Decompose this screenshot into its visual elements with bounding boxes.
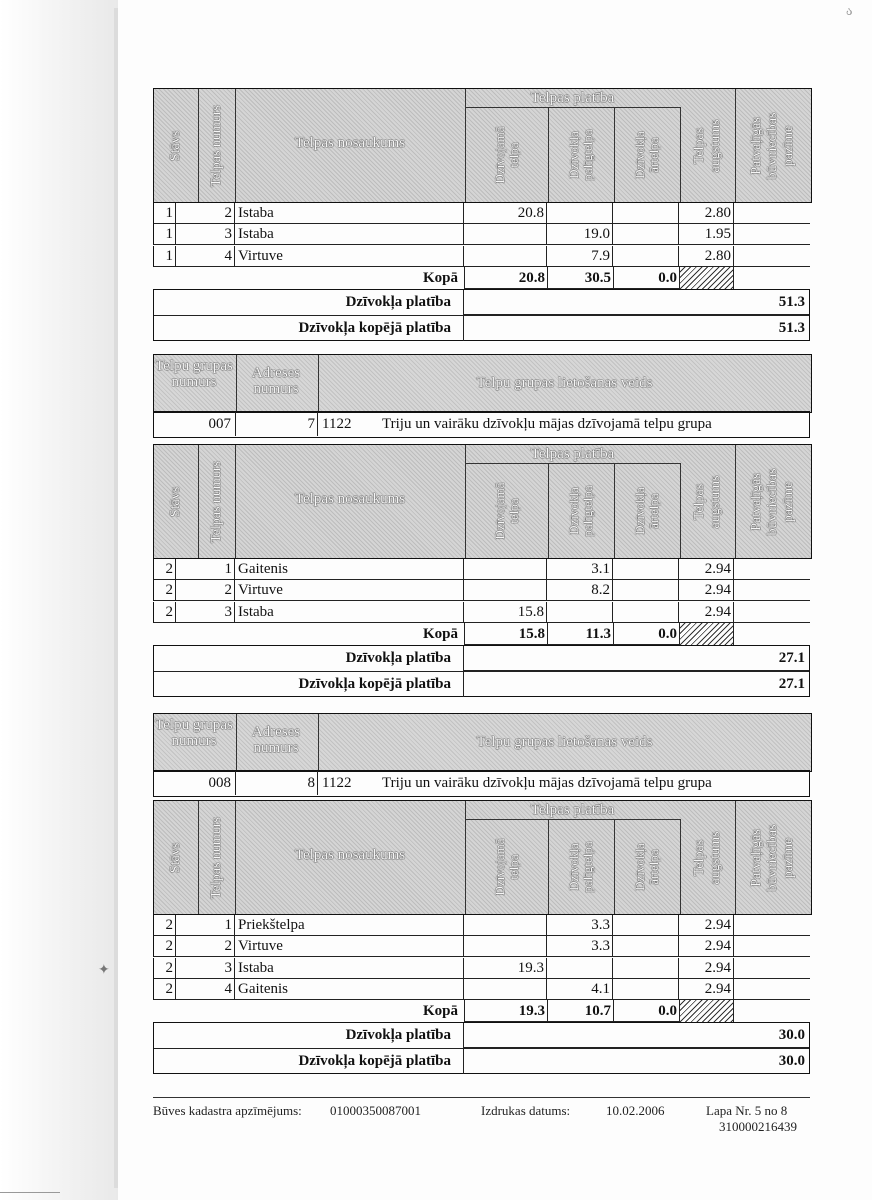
kopa-dz: 19.3	[464, 1000, 547, 1022]
cell-paligtelpa	[547, 602, 613, 623]
header-artelpa: Dzīvokļa ārtelpa	[632, 842, 661, 891]
summary-divider	[154, 315, 809, 316]
cell-augstums: 2.94	[679, 559, 734, 580]
header-dzivojama: Dzīvojamā telpa	[491, 481, 521, 540]
dzivokla-platiba-value: 27.1	[463, 646, 809, 671]
table-row	[153, 936, 810, 957]
cell-stavs: 2	[153, 580, 176, 601]
header-telpas-numurs: Telpas numurs	[208, 460, 224, 543]
header-telpas-nosaukums: Telpas nosaukums	[294, 135, 406, 151]
kopa-row	[153, 1000, 810, 1022]
header-patvaligas-cell	[735, 801, 811, 914]
kopa-hatched-cell	[679, 267, 734, 289]
usage-code: 1122	[322, 775, 352, 791]
kopa-row	[153, 267, 810, 289]
cell-augstums: 2.94	[679, 958, 734, 979]
header-telpas-numurs-cell	[198, 89, 236, 202]
header-paligtelpa: Dzīvokļa palīgtelpa	[566, 840, 595, 893]
cell-telpas-numurs: 3	[176, 958, 235, 979]
kopa-label: Kopā	[422, 625, 458, 642]
header-lietosanas-veids: Telpu grupas lietošanas veids	[476, 375, 653, 391]
cell-patvaligas	[734, 936, 810, 957]
cell-telpas-numurs: 2	[176, 936, 235, 957]
header-telpas-platiba: Telpas platība	[530, 802, 615, 818]
kopa-art: 0.0	[613, 1000, 679, 1022]
group-number: 008	[154, 771, 236, 795]
header-adreses-numurs: Adreses numurs	[251, 724, 301, 756]
header-augstums-cell	[680, 801, 736, 914]
header-patvaligas: Patvaļīgās būvniecības pazīme	[749, 112, 796, 179]
cell-patvaligas	[734, 203, 810, 224]
cell-artelpa	[613, 958, 679, 979]
cell-dzivojama	[464, 559, 547, 580]
dzivokla-platiba-label: Dzīvokļa platība	[345, 293, 451, 310]
cell-dzivojama	[464, 580, 547, 601]
header-adreses-numurs: Adreses numurs	[251, 365, 301, 397]
scan-binding-shadow	[0, 0, 118, 1200]
summary-frame	[153, 289, 810, 341]
table-row	[153, 224, 810, 245]
table-row	[153, 958, 810, 979]
cell-telpas-numurs: 2	[176, 580, 235, 601]
cell-paligtelpa: 4.1	[547, 979, 613, 1000]
cell-stavs: 2	[153, 602, 176, 623]
dzivokla-kopeja-platiba-value: 51.3	[463, 316, 809, 341]
dzivokla-kopeja-platiba-label: Dzīvokļa kopējā platība	[298, 675, 451, 692]
cell-paligtelpa: 8.2	[547, 580, 613, 601]
cell-augstums: 2.80	[679, 203, 734, 224]
cell-stavs: 2	[153, 559, 176, 580]
header-grupas-numurs: Telpu grupas numurs	[155, 358, 233, 390]
header-patvaligas: Patvaļīgās būvniecības pazīme	[749, 824, 796, 891]
header-stavs: Stāvs	[168, 130, 183, 161]
kopa-hatched-cell	[679, 623, 734, 645]
cell-paligtelpa: 7.9	[547, 246, 613, 267]
header-stavs-cell	[154, 801, 199, 914]
header-telpas-platiba: Telpas platība	[530, 446, 615, 462]
table-row	[153, 203, 810, 224]
cell-patvaligas	[734, 958, 810, 979]
cell-patvaligas	[734, 246, 810, 267]
table-row	[153, 580, 810, 601]
header-telpas-platiba: Telpas platība	[530, 90, 615, 106]
cell-telpas-numurs: 1	[176, 915, 235, 936]
header-artelpa-cell	[614, 107, 681, 202]
table-row	[153, 246, 810, 267]
table-row	[153, 559, 810, 580]
scan-bottom-line	[0, 1192, 60, 1193]
header-augstums: Telpas augstums	[691, 831, 723, 884]
header-augstums: Telpas augstums	[691, 119, 723, 172]
cell-patvaligas	[734, 580, 810, 601]
cell-dzivojama: 15.8	[464, 602, 547, 623]
header-lietosanas-veids: Telpu grupas lietošanas veids	[476, 734, 653, 750]
footer-datums-value: 10.02.2006	[606, 1103, 665, 1118]
summary-frame	[153, 645, 810, 697]
header-augstums-cell	[680, 445, 736, 558]
header-artelpa: Dzīvokļa ārtelpa	[632, 130, 661, 179]
cell-augstums: 2.94	[679, 915, 734, 936]
usage-code: 1122	[322, 416, 352, 432]
header-stavs: Stāvs	[168, 486, 183, 517]
cell-artelpa	[613, 936, 679, 957]
cell-augstums: 2.94	[679, 979, 734, 1000]
footer-datums-label: Izdrukas datums:	[481, 1103, 571, 1118]
usage-type: Triju un vairāku dzīvokļu mājas dzīvojamā telpu grupa	[382, 775, 712, 791]
cell-telpas-nosaukums: Gaitenis	[235, 559, 464, 580]
header-artelpa-cell	[614, 819, 681, 914]
cell-telpas-numurs: 4	[176, 246, 235, 267]
cell-dzivojama	[464, 936, 547, 957]
cell-artelpa	[613, 915, 679, 936]
cell-artelpa	[613, 246, 679, 267]
cell-paligtelpa	[547, 203, 613, 224]
kopa-pal: 30.5	[547, 267, 613, 289]
cell-stavs: 2	[153, 936, 176, 957]
header-platiba-cell	[465, 801, 680, 820]
header-telpas-nosaukums: Telpas nosaukums	[294, 847, 406, 863]
table-header	[153, 88, 812, 203]
header-telpas-numurs: Telpas numurs	[208, 816, 224, 899]
cell-dzivojama: 20.8	[464, 203, 547, 224]
dzivokla-kopeja-platiba-label: Dzīvokļa kopējā platība	[298, 319, 451, 336]
table-row	[153, 915, 810, 936]
cell-stavs: 2	[153, 958, 176, 979]
scan-binding-edge	[114, 8, 118, 1188]
cell-patvaligas	[734, 979, 810, 1000]
address-number: 8	[236, 771, 318, 795]
summary-divider	[154, 671, 809, 672]
header-stavs-cell	[154, 445, 199, 558]
header-paligtelpa-cell	[548, 819, 615, 914]
kopa-label: Kopā	[422, 269, 458, 286]
cell-paligtelpa: 19.0	[547, 224, 613, 245]
header-platiba-cell	[465, 89, 680, 108]
header-telpas-numurs-cell	[198, 801, 236, 914]
header-telpas-nosaukums-cell	[235, 801, 466, 914]
corner-mark: ა	[846, 4, 853, 18]
cell-augstums: 2.94	[679, 602, 734, 623]
group-header	[153, 713, 812, 772]
header-patvaligas-cell	[735, 445, 811, 558]
cell-artelpa	[613, 203, 679, 224]
cell-augstums: 2.94	[679, 936, 734, 957]
cell-dzivojama	[464, 979, 547, 1000]
header-paligtelpa: Dzīvokļa palīgtelpa	[566, 128, 595, 181]
kopa-label: Kopā	[422, 1003, 458, 1020]
table-header	[153, 444, 812, 559]
dzivokla-platiba-label: Dzīvokļa platība	[345, 649, 451, 666]
cell-artelpa	[613, 979, 679, 1000]
header-paligtelpa-cell	[548, 463, 615, 558]
dzivokla-platiba-value: 30.0	[463, 1023, 809, 1048]
table-row	[153, 979, 810, 1000]
cell-telpas-numurs: 2	[176, 203, 235, 224]
cell-telpas-nosaukums: Priekštelpa	[235, 915, 464, 936]
header-grupas-numurs: Telpu grupas numurs	[155, 717, 233, 749]
cell-patvaligas	[734, 602, 810, 623]
cell-telpas-nosaukums: Istaba	[235, 203, 464, 224]
dzivokla-platiba-value: 51.3	[463, 290, 809, 315]
cell-telpas-nosaukums: Virtuve	[235, 246, 464, 267]
cell-artelpa	[613, 580, 679, 601]
header-artelpa: Dzīvokļa ārtelpa	[632, 486, 661, 535]
kopa-pal: 11.3	[547, 623, 613, 645]
group-header	[153, 354, 812, 413]
cell-dzivojama	[464, 224, 547, 245]
cell-stavs: 1	[153, 224, 176, 245]
header-telpas-nosaukums: Telpas nosaukums	[294, 491, 406, 507]
header-augstums: Telpas augstums	[691, 475, 723, 528]
cell-dzivojama	[464, 246, 547, 267]
dzivokla-kopeja-platiba-label: Dzīvokļa kopējā platība	[298, 1053, 451, 1070]
kopa-art: 0.0	[613, 267, 679, 289]
cell-patvaligas	[734, 915, 810, 936]
cell-paligtelpa	[547, 958, 613, 979]
header-dzivojama-cell	[465, 463, 549, 558]
cell-telpas-nosaukums: Istaba	[235, 224, 464, 245]
group-value-row	[153, 770, 810, 797]
kopa-dz: 20.8	[464, 267, 547, 289]
dzivokla-platiba-label: Dzīvokļa platība	[345, 1027, 451, 1044]
header-stavs: Stāvs	[168, 842, 183, 873]
cell-telpas-numurs: 1	[176, 559, 235, 580]
cell-patvaligas	[734, 559, 810, 580]
group-number: 007	[154, 412, 236, 436]
header-telpas-numurs-cell	[198, 445, 236, 558]
group-value-row	[153, 411, 810, 438]
kopa-hatched-cell	[679, 1000, 734, 1022]
table-row	[153, 602, 810, 623]
cell-telpas-nosaukums: Istaba	[235, 602, 464, 623]
cell-artelpa	[613, 559, 679, 580]
footer-page-number: Lapa Nr. 5 no 8	[706, 1103, 788, 1118]
cell-augstums: 2.80	[679, 246, 734, 267]
cell-augstums: 2.94	[679, 580, 734, 601]
kopa-row	[153, 623, 810, 645]
cell-artelpa	[613, 224, 679, 245]
header-telpas-nosaukums-cell	[235, 445, 466, 558]
side-mark: ✦	[98, 963, 110, 978]
header-telpas-nosaukums-cell	[235, 89, 466, 202]
summary-divider	[154, 1048, 809, 1049]
header-platiba-cell	[465, 445, 680, 464]
kopa-pal: 10.7	[547, 1000, 613, 1022]
header-artelpa-cell	[614, 463, 681, 558]
cell-stavs: 2	[153, 979, 176, 1000]
cell-telpas-numurs: 4	[176, 979, 235, 1000]
header-dzivojama: Dzīvojamā telpa	[491, 837, 521, 896]
header-patvaligas-cell	[735, 89, 811, 202]
cell-dzivojama	[464, 915, 547, 936]
header-paligtelpa-cell	[548, 107, 615, 202]
cell-telpas-nosaukums: Virtuve	[235, 936, 464, 957]
cell-stavs: 2	[153, 915, 176, 936]
header-paligtelpa: Dzīvokļa palīgtelpa	[566, 484, 595, 537]
header-patvaligas: Patvaļīgās būvniecības pazīme	[749, 468, 796, 535]
dzivokla-kopeja-platiba-value: 30.0	[463, 1049, 809, 1074]
kopa-dz: 15.8	[464, 623, 547, 645]
cell-paligtelpa: 3.3	[547, 936, 613, 957]
header-dzivojama-cell	[465, 819, 549, 914]
cell-telpas-numurs: 3	[176, 224, 235, 245]
cell-telpas-nosaukums: Istaba	[235, 958, 464, 979]
summary-frame	[153, 1022, 810, 1074]
cell-patvaligas	[734, 224, 810, 245]
cell-dzivojama: 19.3	[464, 958, 547, 979]
cell-stavs: 1	[153, 246, 176, 267]
footer-kadastrs-value: 01000350087001	[330, 1103, 421, 1118]
footer-code: 310000216439	[719, 1119, 797, 1134]
kopa-art: 0.0	[613, 623, 679, 645]
cell-paligtelpa: 3.1	[547, 559, 613, 580]
address-number: 7	[236, 412, 318, 436]
usage-type: Triju un vairāku dzīvokļu mājas dzīvojamā telpu grupa	[382, 416, 712, 432]
cell-telpas-nosaukums: Gaitenis	[235, 979, 464, 1000]
cell-telpas-numurs: 3	[176, 602, 235, 623]
header-dzivojama-cell	[465, 107, 549, 202]
cell-telpas-nosaukums: Virtuve	[235, 580, 464, 601]
cell-augstums: 1.95	[679, 224, 734, 245]
dzivokla-kopeja-platiba-value: 27.1	[463, 672, 809, 697]
header-augstums-cell	[680, 89, 736, 202]
header-telpas-numurs: Telpas numurs	[208, 104, 224, 187]
footer-kadastrs-label: Būves kadastra apzīmējums:	[153, 1103, 302, 1118]
cell-artelpa	[613, 602, 679, 623]
header-dzivojama: Dzīvojamā telpa	[491, 125, 521, 184]
header-stavs-cell	[154, 89, 199, 202]
cell-paligtelpa: 3.3	[547, 915, 613, 936]
footer-rule	[153, 1097, 810, 1098]
cell-stavs: 1	[153, 203, 176, 224]
table-header	[153, 800, 812, 915]
